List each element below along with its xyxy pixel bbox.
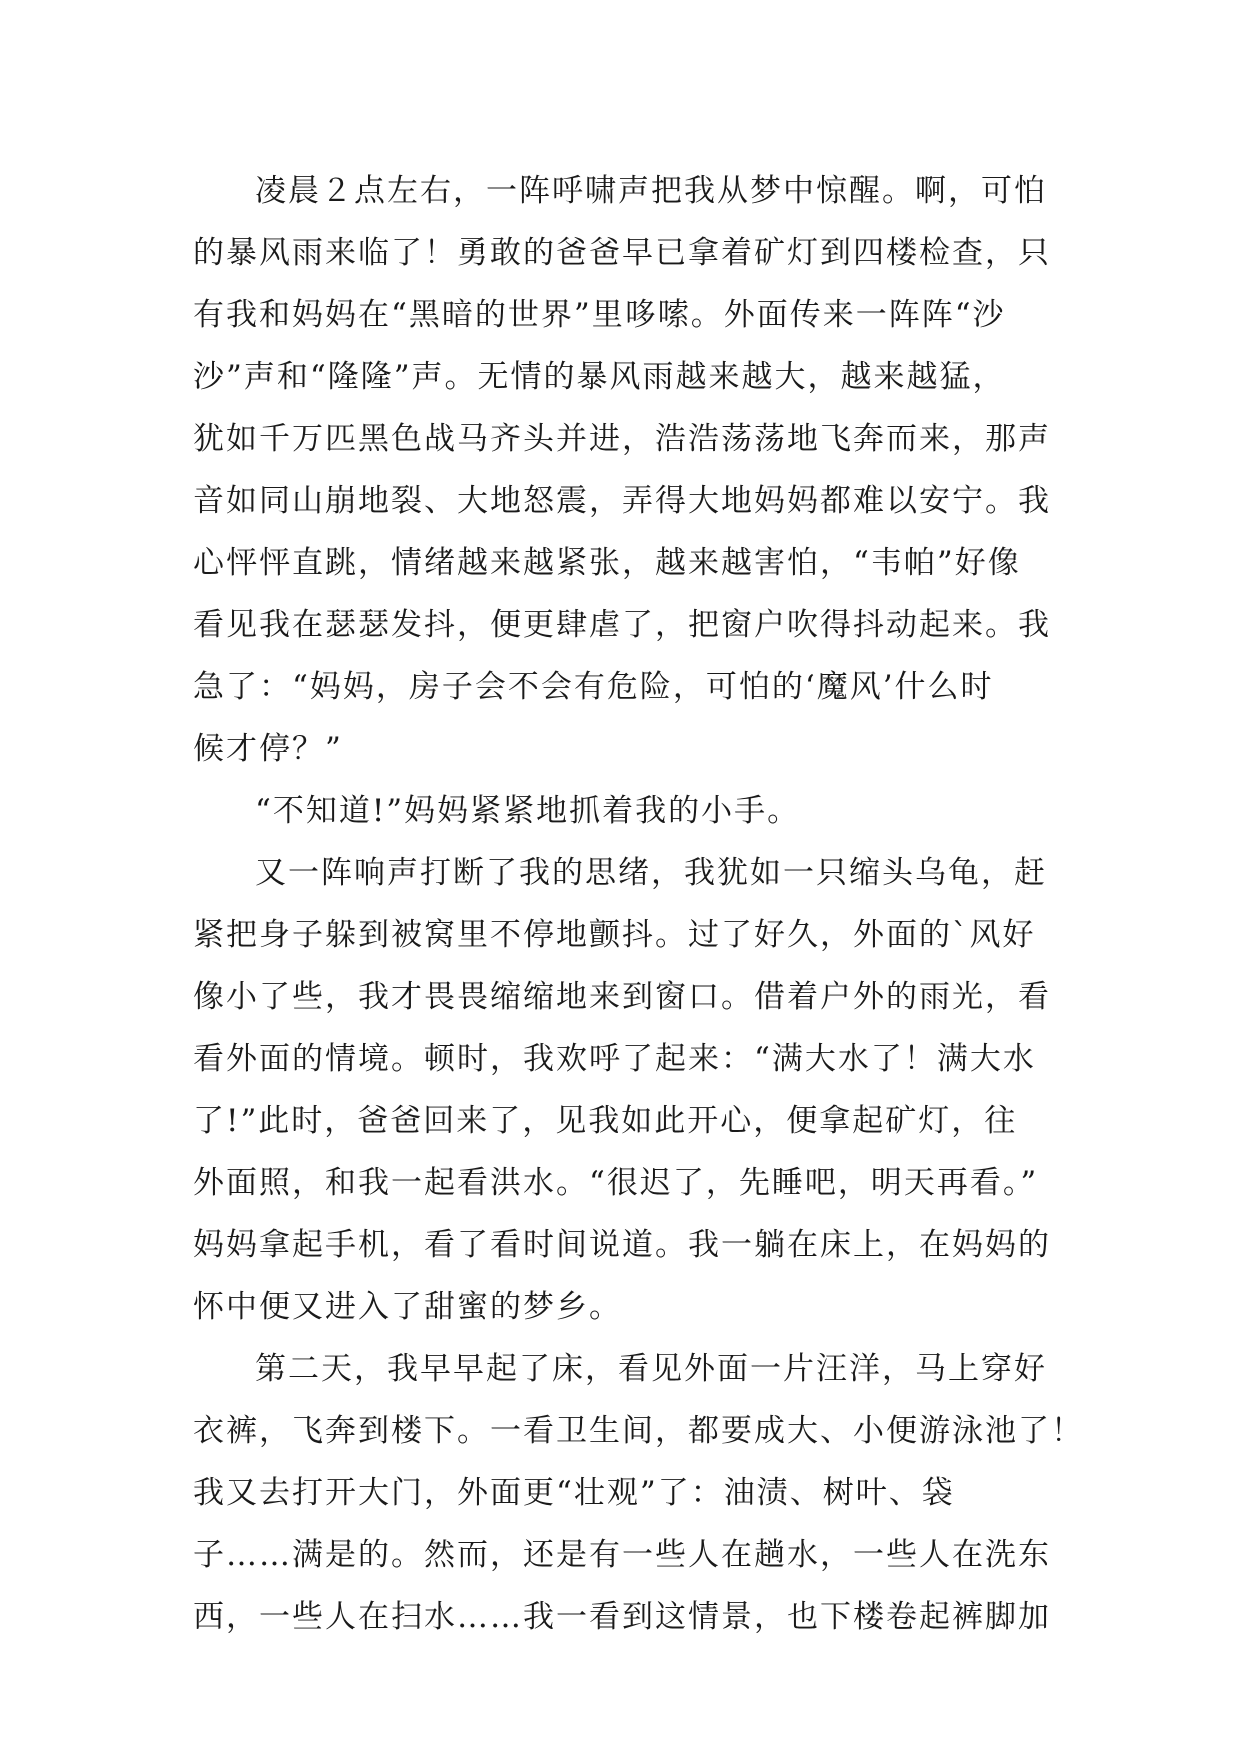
text-line: 凌晨２点左右，一阵呼啸声把我从梦中惊醒。啊，可怕 — [255, 173, 1047, 209]
text-line: 紧把身子躲到被窝里不停地颤抖。过了好久，外面的`风好 — [193, 917, 1036, 953]
text-line: 心怦怦直跳，情绪越来越紧张，越来越害怕，“韦帕”好像 — [193, 545, 1021, 581]
text-line: 西，一些人在扫水……我一看到这情景，也下楼卷起裤脚加 — [193, 1599, 1051, 1635]
text-line: 外面照，和我一起看洪水。“很迟了，先睡吧，明天再看。” — [193, 1165, 1039, 1201]
text-line: 妈妈拿起手机，看了看时间说道。我一躺在床上，在妈妈的 — [193, 1227, 1051, 1263]
text-line: 沙”声和“隆隆”声。无情的暴风雨越来越大，越来越猛， — [193, 359, 1006, 395]
text-line: 候才停？” — [193, 731, 343, 767]
text-line: “不知道!”妈妈紧紧地抓着我的小手。 — [255, 793, 801, 829]
text-line: 像小了些，我才畏畏缩缩地来到窗口。借着户外的雨光，看 — [193, 979, 1051, 1015]
text-line: 看见我在瑟瑟发抖，便更肆虐了，把窗户吹得抖动起来。我 — [193, 607, 1051, 643]
body-text — [193, 160, 1084, 1648]
text-line: 衣裤，飞奔到楼下。一看卫生间，都要成大、小便游泳池了！ — [193, 1413, 1084, 1449]
text-line: 的暴风雨来临了！勇敢的爸爸早已拿着矿灯到四楼检查，只 — [193, 235, 1051, 271]
text-line: 第二天，我早早起了床，看见外面一片汪洋，马上穿好 — [255, 1351, 1047, 1387]
text-line: 有我和妈妈在“黑暗的世界”里哆嗦。外面传来一阵阵“沙 — [193, 297, 1006, 333]
text-line: 了!”此时，爸爸回来了，见我如此开心，便拿起矿灯，往 — [193, 1103, 1018, 1139]
text-line: 怀中便又进入了甜蜜的梦乡。 — [193, 1289, 622, 1325]
text-line: 看外面的情境。顿时，我欢呼了起来：“满大水了！满大水 — [193, 1041, 1036, 1077]
text-line: 子……满是的。然而，还是有一些人在趟水，一些人在洗东 — [193, 1537, 1051, 1573]
text-line: 又一阵响声打断了我的思绪，我犹如一只缩头乌龟，赶 — [255, 855, 1047, 891]
text-line: 急了：“妈妈，房子会不会有危险，可怕的‘魔风’什么时 — [193, 669, 994, 705]
text-line: 音如同山崩地裂、大地怒震，弄得大地妈妈都难以安宁。我 — [193, 483, 1051, 519]
text-line: 我又去打开大门，外面更“壮观”了：油渍、树叶、袋 — [193, 1475, 955, 1511]
text-line: 犹如千万匹黑色战马齐头并进，浩浩荡荡地飞奔而来，那声 — [193, 421, 1051, 457]
